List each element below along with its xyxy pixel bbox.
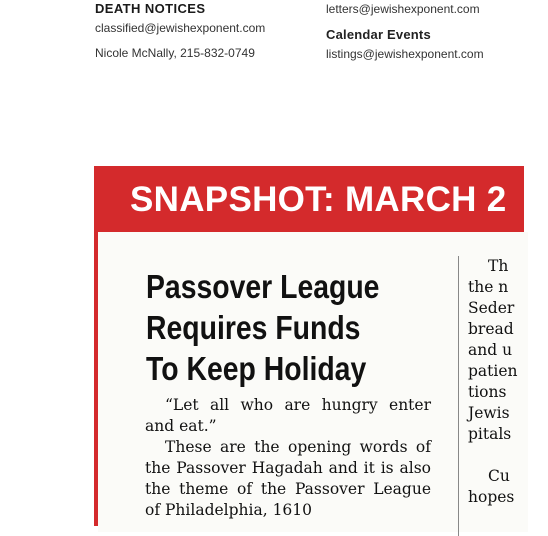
headline-line: Requires Funds	[146, 309, 361, 346]
column-line: tions	[468, 383, 507, 401]
column-line: Th	[488, 257, 509, 275]
body-paragraph: These are the opening words of the Passover Hagadah and it is also the theme of the Passover League of Philadelphia, 1610	[145, 438, 431, 519]
body-paragraph: “Let all who are hungry enter and eat.”	[145, 396, 431, 435]
headline-line: To Keep Holiday	[146, 350, 367, 387]
contact-phone[interactable]: , 215-832-0749	[173, 46, 255, 60]
listings-email[interactable]: listings@jewishexponent.com	[326, 47, 484, 61]
contact-person	[95, 46, 255, 61]
column-line	[468, 445, 548, 466]
letters-email[interactable]: letters@jewishexponent.com	[326, 2, 480, 16]
column-line: Cu	[488, 467, 510, 485]
death-notices-email[interactable]: classified@jewishexponent.com	[95, 21, 266, 35]
clipping-body	[145, 395, 431, 521]
newspaper-clipping	[98, 232, 528, 532]
calendar-events-heading: Calendar Events	[326, 27, 431, 42]
column-line: pitals	[468, 425, 512, 443]
column-divider	[458, 256, 459, 536]
column-line: Jewis	[468, 404, 510, 422]
headline-line: Passover League	[146, 268, 380, 305]
contact-name: Nicole McNally	[95, 46, 174, 60]
snapshot-title: SNAPSHOT: MARCH 2	[130, 180, 507, 219]
column-line: Seder	[468, 299, 515, 317]
death-notices-heading: DEATH NOTICES	[95, 1, 206, 16]
column-line: hopes	[468, 488, 515, 506]
column-line: and u	[468, 341, 513, 359]
column-line: bread	[468, 320, 514, 338]
clipping-headline	[146, 266, 404, 389]
clipping-right-column	[468, 256, 548, 508]
column-line: patien	[468, 362, 518, 380]
snapshot-panel	[94, 166, 524, 526]
column-line: the n	[468, 278, 509, 296]
